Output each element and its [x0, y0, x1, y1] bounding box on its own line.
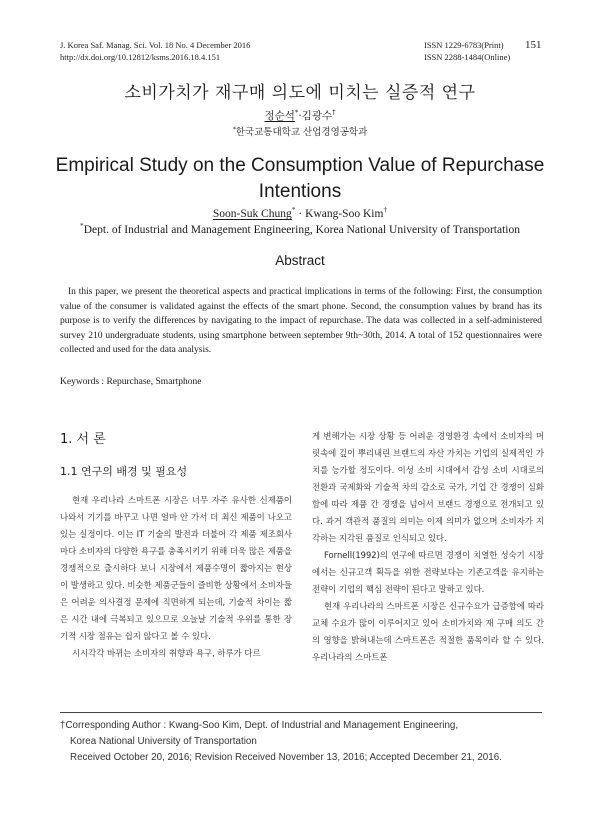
korean-author-1: 정순석: [264, 110, 295, 122]
english-title-line-2: Intentions: [258, 181, 342, 202]
left-paragraph-1: 현재 우리나라 스마트폰 시장은 너무 자주 유사한 신제품이 나와서 기기를 바꾸고 나면 얼마 안 가서 더 최신 제품이 나오고 있는 실정이다. 이는 IT 기술의 발전과 더불어 각 제품 제조회사마다 소비자의 다양한 욕구를 충족시키기 위해 더욱 많은 제품을 경쟁적으로 출시하다 보니 시장에서 제품수명이 짧아지는 현상이 발생하고 있다. 비슷한 제품군들이 즐비한 상황에서 소비자들은 어려운 의사결정 문제에 직면하게 되는데, 기술적 차이는 짧은 시간 내에 극복되고 있으므로 오늘날 기술적 우위를 통한 장기적 시장 점유는 쉽지 않다고 볼 수 있다.: [60, 495, 292, 641]
right-paragraph-2: Fornell(1992)의 연구에 따르면 경쟁이 치열한 성숙기 시장에서는 신규고객 획득을 위한 전략보다는 기존고객을 유지하는 전략이 기업의 핵심 전략이 된다고 말하고 있다.: [312, 550, 544, 594]
english-authors: Soon-Suk Chung* · Kwang-Soo Kim†: [212, 205, 388, 220]
keywords: [60, 377, 201, 387]
section-1-1-heading: 1.1 연구의 배경 및 필요성: [60, 465, 188, 478]
right-column: [312, 428, 544, 666]
left-paragraph-2: 시시각각 바뀌는 소비자의 취향과 욕구, 하루가 다르: [72, 648, 261, 658]
author-separator: ·: [298, 110, 302, 122]
received-dates: Received October 20, 2016; Revision Received November 13, 2016; Accepted December 21, 2016.: [70, 752, 502, 763]
section-1-heading: 1. 서 론: [60, 432, 106, 447]
right-paragraph-1: 게 변해가는 시장 상황 등 어려운 경영환경 속에서 소비자의 머릿속에 깊이 뿌리내린 브랜드의 자산 가치는 기업의 실제적인 가치를 능가할 정도이다. 이성 소비 시대에서 감성 소비 시대로의 전환과 국제화와 기술적 차의 감소로 국가, 기업 간 경쟁이 심화함에 따라 제품 간 경쟁을 넘어서 브랜드 경쟁으로 전개되고 있다. 과거 객관적 품질의 의미는 이제 의미가 없으며 소비자가 지각하는 지각된 품질로 인식되고 있다.: [312, 431, 544, 543]
korean-title: 소비가치가 재구매 의도에 미치는 실증적 연구: [124, 83, 476, 103]
korean-authors: 정순석*·김광수†: [264, 108, 336, 122]
abstract-text: In this paper, we present the theoretical aspects and practical implications in terms of the following: First, the consumption value of the consumer is validated against the effects of the smart phone. Second, the consumption values by brand has its purpose is to verify the differences by navigating to the impact of repurchase. The data was collected in a self-administered survey 210 undergraduate students, using smartphone between september 9th~30th, 2014. A total of 152 questionnaires were collected and used for the data analysis.: [60, 287, 542, 356]
english-title-line-1: Empirical Study on the Consumption Value of Repurchase: [55, 155, 545, 176]
doi-link[interactable]: http://dx.doi.org/10.12812/ksms.2016.18.4.151: [60, 52, 221, 62]
english-author-2: Kwang-Soo Kim: [305, 207, 384, 220]
english-author-1: Soon-Suk Chung: [212, 207, 292, 220]
right-paragraph-3: 현재 우리나라의 스마트폰 시장은 신규수요가 급증함에 따라 교체 수요가 많이 이루어지고 있어 소비가치와 재 구매 의도 간의 영향을 밝혀내는데 스마트폰은 적절한 품목이라 할 수 있다. 우리나라의 스마트폰: [312, 601, 544, 662]
english-affiliation-text: Dept. of Industrial and Management Engineering, Korea National University of Transportation: [83, 223, 520, 236]
footnote: [60, 718, 550, 766]
korean-affiliation: *한국교통대학교 산업경영공학과: [232, 125, 368, 138]
korean-affiliation-text: 한국교통대학교 산업경영공학과: [235, 127, 368, 138]
corresponding-author-line-1: †Corresponding Author : Kwang-Soo Kim, Dept. of Industrial and Management Engineering,: [60, 720, 459, 731]
keywords-label: Keywords :: [60, 377, 107, 387]
corresponding-author-line-2: Korea National University of Transportation: [70, 736, 257, 747]
english-title: [40, 153, 560, 205]
journal-citation: J. Korea Saf. Manag. Sci. Vol. 18 No. 4 December 2016: [60, 40, 251, 50]
keywords-list: Repurchase, Smartphone: [106, 377, 202, 387]
issn-print: ISSN 1229-6783(Print): [424, 40, 504, 50]
english-affiliation: *Dept. of Industrial and Management Engineering, Korea National University of Transportation: [80, 221, 520, 236]
abstract-heading: Abstract: [275, 253, 325, 268]
issn-online: ISSN 2288-1484(Online): [424, 52, 511, 62]
left-column: [60, 492, 292, 662]
footnote-divider: [60, 712, 542, 713]
page-number: 151: [525, 39, 542, 51]
english-author-separator: ·: [295, 207, 306, 220]
korean-author-2: 김광수: [301, 110, 333, 122]
